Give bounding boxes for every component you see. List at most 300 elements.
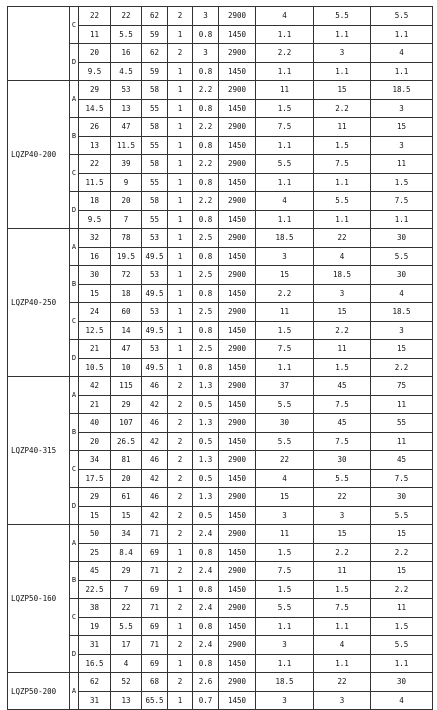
- value-cell: 25: [79, 543, 111, 562]
- value-cell: 1.1: [256, 25, 314, 44]
- value-cell: 2: [168, 488, 193, 507]
- value-cell: 1: [168, 266, 193, 285]
- value-cell: 18.5: [314, 266, 371, 285]
- value-cell: 46: [142, 414, 168, 433]
- value-cell: 5.5: [371, 506, 433, 525]
- value-cell: 2.2: [256, 284, 314, 303]
- table-row: [8, 118, 433, 137]
- value-cell: 42: [142, 432, 168, 451]
- value-cell: 1.3: [193, 414, 219, 433]
- value-cell: 15: [79, 284, 111, 303]
- value-cell: 5.5: [256, 395, 314, 414]
- table-row: [8, 229, 433, 248]
- value-cell: 81: [111, 451, 142, 470]
- value-cell: 30: [371, 229, 433, 248]
- value-cell: 15: [79, 506, 111, 525]
- value-cell: 0.8: [193, 358, 219, 377]
- value-cell: 30: [314, 451, 371, 470]
- value-cell: 1.1: [371, 62, 433, 81]
- value-cell: 69: [142, 617, 168, 636]
- value-cell: 30: [79, 266, 111, 285]
- value-cell: 1450: [219, 358, 256, 377]
- value-cell: 1450: [219, 580, 256, 599]
- value-cell: 4: [256, 469, 314, 488]
- value-cell: 16.5: [79, 654, 111, 673]
- value-cell: 0.8: [193, 136, 219, 155]
- impeller-label-cell: B: [70, 562, 79, 599]
- impeller-label-cell: C: [70, 7, 79, 44]
- value-cell: 40: [79, 414, 111, 433]
- value-cell: 1450: [219, 469, 256, 488]
- value-cell: 1: [168, 691, 193, 710]
- value-cell: 1: [168, 99, 193, 118]
- value-cell: 1450: [219, 173, 256, 192]
- value-cell: 2.2: [193, 81, 219, 100]
- value-cell: 1.1: [256, 617, 314, 636]
- value-cell: 42: [79, 377, 111, 396]
- value-cell: 2900: [219, 414, 256, 433]
- value-cell: 2.5: [193, 266, 219, 285]
- value-cell: 3: [256, 636, 314, 655]
- table-row: [8, 488, 433, 507]
- value-cell: 1450: [219, 506, 256, 525]
- value-cell: 0.8: [193, 543, 219, 562]
- value-cell: 1450: [219, 25, 256, 44]
- table-row: [8, 414, 433, 433]
- value-cell: 2900: [219, 636, 256, 655]
- value-cell: 5.5: [111, 617, 142, 636]
- value-cell: 0.8: [193, 580, 219, 599]
- value-cell: 15: [314, 525, 371, 544]
- value-cell: 1.1: [371, 654, 433, 673]
- value-cell: 2: [168, 599, 193, 618]
- value-cell: 1.5: [314, 136, 371, 155]
- value-cell: 4: [111, 654, 142, 673]
- value-cell: 1450: [219, 654, 256, 673]
- value-cell: 10: [111, 358, 142, 377]
- value-cell: 2: [168, 44, 193, 63]
- value-cell: 0.8: [193, 210, 219, 229]
- value-cell: 1.3: [193, 377, 219, 396]
- value-cell: 1450: [219, 136, 256, 155]
- value-cell: 2900: [219, 525, 256, 544]
- value-cell: 49.5: [142, 284, 168, 303]
- value-cell: 52: [111, 673, 142, 692]
- value-cell: 1.1: [256, 62, 314, 81]
- value-cell: 11: [371, 155, 433, 174]
- value-cell: 19.5: [111, 247, 142, 266]
- value-cell: 11: [371, 599, 433, 618]
- value-cell: 1.5: [314, 358, 371, 377]
- value-cell: 5.5: [314, 469, 371, 488]
- value-cell: 1.3: [193, 451, 219, 470]
- value-cell: 5.5: [256, 155, 314, 174]
- impeller-label-cell: D: [70, 44, 79, 81]
- value-cell: 1: [168, 247, 193, 266]
- value-cell: 49.5: [142, 247, 168, 266]
- value-cell: 20: [111, 469, 142, 488]
- value-cell: 1: [168, 210, 193, 229]
- model-cell: LQZP40-200: [8, 81, 70, 229]
- value-cell: 15: [371, 562, 433, 581]
- table-row: [8, 155, 433, 174]
- value-cell: 2: [168, 7, 193, 26]
- value-cell: 17: [111, 636, 142, 655]
- table-row: [8, 192, 433, 211]
- table-row: [8, 525, 433, 544]
- value-cell: 60: [111, 303, 142, 322]
- value-cell: 18: [79, 192, 111, 211]
- value-cell: 22: [111, 599, 142, 618]
- value-cell: 2.5: [193, 303, 219, 322]
- value-cell: 15: [256, 488, 314, 507]
- value-cell: 78: [111, 229, 142, 248]
- table-row: [8, 340, 433, 359]
- value-cell: 0.5: [193, 469, 219, 488]
- value-cell: 15: [371, 340, 433, 359]
- value-cell: 69: [142, 654, 168, 673]
- value-cell: 1.1: [314, 62, 371, 81]
- value-cell: 12.5: [79, 321, 111, 340]
- value-cell: 22: [79, 7, 111, 26]
- impeller-label-cell: C: [70, 303, 79, 340]
- value-cell: 1: [168, 617, 193, 636]
- value-cell: 5.5: [371, 636, 433, 655]
- value-cell: 20: [111, 192, 142, 211]
- table-row: [8, 562, 433, 581]
- impeller-label-cell: B: [70, 266, 79, 303]
- value-cell: 1: [168, 155, 193, 174]
- value-cell: 7: [111, 210, 142, 229]
- value-cell: 1.1: [314, 617, 371, 636]
- value-cell: 1: [168, 229, 193, 248]
- value-cell: 2.2: [193, 192, 219, 211]
- value-cell: 2.4: [193, 599, 219, 618]
- value-cell: 16: [79, 247, 111, 266]
- value-cell: 11: [256, 81, 314, 100]
- value-cell: 1.5: [256, 543, 314, 562]
- value-cell: 2: [168, 469, 193, 488]
- impeller-label-cell: D: [70, 636, 79, 673]
- table-row: [8, 7, 433, 26]
- value-cell: 24: [79, 303, 111, 322]
- value-cell: 1: [168, 340, 193, 359]
- value-cell: 1.5: [371, 173, 433, 192]
- value-cell: 2.2: [371, 358, 433, 377]
- value-cell: 2900: [219, 118, 256, 137]
- value-cell: 22: [314, 229, 371, 248]
- value-cell: 5.5: [314, 192, 371, 211]
- value-cell: 3: [371, 99, 433, 118]
- value-cell: 4: [371, 691, 433, 710]
- value-cell: 1: [168, 321, 193, 340]
- value-cell: 46: [142, 451, 168, 470]
- value-cell: 15: [111, 506, 142, 525]
- value-cell: 2900: [219, 488, 256, 507]
- value-cell: 2900: [219, 340, 256, 359]
- table-row: [8, 636, 433, 655]
- value-cell: 22: [111, 7, 142, 26]
- impeller-label-cell: B: [70, 414, 79, 451]
- table-row: [8, 673, 433, 692]
- value-cell: 34: [79, 451, 111, 470]
- value-cell: 7.5: [314, 395, 371, 414]
- value-cell: 2900: [219, 673, 256, 692]
- value-cell: 2.2: [314, 321, 371, 340]
- value-cell: 46: [142, 488, 168, 507]
- value-cell: 2: [168, 432, 193, 451]
- model-cell: LQZP40-250: [8, 229, 70, 377]
- value-cell: 55: [142, 99, 168, 118]
- value-cell: 47: [111, 340, 142, 359]
- value-cell: 29: [111, 562, 142, 581]
- value-cell: 10.5: [79, 358, 111, 377]
- value-cell: 32: [79, 229, 111, 248]
- impeller-label-cell: D: [70, 192, 79, 229]
- value-cell: 11: [79, 25, 111, 44]
- value-cell: 62: [142, 44, 168, 63]
- model-cell: [8, 7, 70, 81]
- value-cell: 7.5: [314, 432, 371, 451]
- value-cell: 65.5: [142, 691, 168, 710]
- value-cell: 15: [371, 525, 433, 544]
- value-cell: 62: [79, 673, 111, 692]
- value-cell: 7: [111, 580, 142, 599]
- value-cell: 3: [371, 321, 433, 340]
- value-cell: 0.8: [193, 173, 219, 192]
- value-cell: 18: [111, 284, 142, 303]
- value-cell: 69: [142, 543, 168, 562]
- value-cell: 3: [256, 691, 314, 710]
- value-cell: 1: [168, 654, 193, 673]
- value-cell: 0.8: [193, 654, 219, 673]
- value-cell: 4: [371, 284, 433, 303]
- value-cell: 42: [142, 506, 168, 525]
- value-cell: 2: [168, 451, 193, 470]
- value-cell: 2900: [219, 562, 256, 581]
- value-cell: 58: [142, 118, 168, 137]
- value-cell: 1: [168, 192, 193, 211]
- table-row: [8, 377, 433, 396]
- value-cell: 2900: [219, 451, 256, 470]
- value-cell: 1450: [219, 432, 256, 451]
- value-cell: 18.5: [371, 303, 433, 322]
- value-cell: 47: [111, 118, 142, 137]
- value-cell: 4: [314, 247, 371, 266]
- value-cell: 22: [79, 155, 111, 174]
- value-cell: 5.5: [371, 7, 433, 26]
- value-cell: 2: [168, 395, 193, 414]
- impeller-label-cell: A: [70, 81, 79, 118]
- value-cell: 0.5: [193, 432, 219, 451]
- value-cell: 18.5: [256, 673, 314, 692]
- value-cell: 22: [256, 451, 314, 470]
- value-cell: 0.8: [193, 62, 219, 81]
- impeller-label-cell: A: [70, 377, 79, 414]
- value-cell: 7.5: [314, 599, 371, 618]
- value-cell: 8.4: [111, 543, 142, 562]
- value-cell: 1: [168, 173, 193, 192]
- value-cell: 5.5: [314, 7, 371, 26]
- value-cell: 49.5: [142, 321, 168, 340]
- value-cell: 2900: [219, 7, 256, 26]
- value-cell: 31: [79, 636, 111, 655]
- value-cell: 0.8: [193, 284, 219, 303]
- value-cell: 31: [79, 691, 111, 710]
- value-cell: 11.5: [111, 136, 142, 155]
- value-cell: 7.5: [371, 469, 433, 488]
- value-cell: 1: [168, 580, 193, 599]
- value-cell: 7.5: [371, 192, 433, 211]
- impeller-label-cell: C: [70, 451, 79, 488]
- value-cell: 7.5: [256, 340, 314, 359]
- value-cell: 7.5: [256, 562, 314, 581]
- value-cell: 4: [256, 192, 314, 211]
- value-cell: 11: [314, 562, 371, 581]
- value-cell: 1.1: [371, 25, 433, 44]
- value-cell: 2.5: [193, 229, 219, 248]
- value-cell: 29: [111, 395, 142, 414]
- value-cell: 71: [142, 525, 168, 544]
- value-cell: 1: [168, 543, 193, 562]
- impeller-label-cell: D: [70, 340, 79, 377]
- value-cell: 3: [371, 136, 433, 155]
- value-cell: 3: [314, 44, 371, 63]
- model-cell: LQZP50-160: [8, 525, 70, 673]
- value-cell: 21: [79, 395, 111, 414]
- value-cell: 2900: [219, 599, 256, 618]
- value-cell: 0.8: [193, 617, 219, 636]
- value-cell: 59: [142, 25, 168, 44]
- value-cell: 2900: [219, 229, 256, 248]
- value-cell: 21: [79, 340, 111, 359]
- value-cell: 1.1: [314, 654, 371, 673]
- value-cell: 50: [79, 525, 111, 544]
- value-cell: 1: [168, 136, 193, 155]
- value-cell: 2.2: [371, 580, 433, 599]
- value-cell: 1: [168, 25, 193, 44]
- value-cell: 19: [79, 617, 111, 636]
- value-cell: 45: [314, 414, 371, 433]
- value-cell: 2.2: [193, 155, 219, 174]
- value-cell: 55: [142, 136, 168, 155]
- value-cell: 62: [142, 7, 168, 26]
- value-cell: 30: [371, 673, 433, 692]
- value-cell: 30: [371, 488, 433, 507]
- value-cell: 2900: [219, 44, 256, 63]
- value-cell: 2900: [219, 155, 256, 174]
- value-cell: 14: [111, 321, 142, 340]
- value-cell: 1: [168, 118, 193, 137]
- value-cell: 0.8: [193, 99, 219, 118]
- table-row: [8, 451, 433, 470]
- value-cell: 2: [168, 414, 193, 433]
- value-cell: 0.5: [193, 506, 219, 525]
- value-cell: 1450: [219, 543, 256, 562]
- value-cell: 39: [111, 155, 142, 174]
- value-cell: 55: [142, 173, 168, 192]
- value-cell: 3: [256, 247, 314, 266]
- value-cell: 9: [111, 173, 142, 192]
- value-cell: 15: [371, 118, 433, 137]
- value-cell: 2.2: [314, 99, 371, 118]
- value-cell: 2.6: [193, 673, 219, 692]
- value-cell: 1450: [219, 247, 256, 266]
- value-cell: 4: [314, 636, 371, 655]
- value-cell: 22: [314, 488, 371, 507]
- value-cell: 1450: [219, 395, 256, 414]
- value-cell: 5.5: [256, 599, 314, 618]
- impeller-label-cell: A: [70, 525, 79, 562]
- value-cell: 2: [168, 525, 193, 544]
- value-cell: 29: [79, 488, 111, 507]
- value-cell: 1.1: [256, 173, 314, 192]
- value-cell: 29: [79, 81, 111, 100]
- value-cell: 55: [371, 414, 433, 433]
- value-cell: 1.1: [314, 173, 371, 192]
- value-cell: 2900: [219, 81, 256, 100]
- value-cell: 2.2: [193, 118, 219, 137]
- value-cell: 2: [168, 377, 193, 396]
- value-cell: 11: [371, 432, 433, 451]
- value-cell: 53: [142, 340, 168, 359]
- value-cell: 1.1: [314, 210, 371, 229]
- table-row: [8, 303, 433, 322]
- value-cell: 2: [168, 673, 193, 692]
- value-cell: 2900: [219, 377, 256, 396]
- value-cell: 53: [142, 266, 168, 285]
- value-cell: 3: [314, 284, 371, 303]
- value-cell: 58: [142, 155, 168, 174]
- value-cell: 30: [256, 414, 314, 433]
- value-cell: 1.5: [256, 321, 314, 340]
- value-cell: 1.1: [256, 136, 314, 155]
- value-cell: 5.5: [371, 247, 433, 266]
- value-cell: 1.3: [193, 488, 219, 507]
- value-cell: 11.5: [79, 173, 111, 192]
- value-cell: 11: [371, 395, 433, 414]
- value-cell: 42: [142, 395, 168, 414]
- value-cell: 11: [256, 303, 314, 322]
- value-cell: 5.5: [111, 25, 142, 44]
- value-cell: 0.8: [193, 25, 219, 44]
- value-cell: 72: [111, 266, 142, 285]
- value-cell: 0.8: [193, 321, 219, 340]
- impeller-label-cell: A: [70, 673, 79, 710]
- value-cell: 11: [314, 340, 371, 359]
- value-cell: 0.8: [193, 247, 219, 266]
- value-cell: 3: [256, 506, 314, 525]
- impeller-label-cell: A: [70, 229, 79, 266]
- value-cell: 1.5: [256, 580, 314, 599]
- value-cell: 58: [142, 81, 168, 100]
- value-cell: 46: [142, 377, 168, 396]
- value-cell: 1.1: [371, 210, 433, 229]
- value-cell: 0.5: [193, 395, 219, 414]
- value-cell: 26.5: [111, 432, 142, 451]
- value-cell: 20: [79, 44, 111, 63]
- value-cell: 1: [168, 303, 193, 322]
- impeller-label-cell: D: [70, 488, 79, 525]
- value-cell: 9.5: [79, 210, 111, 229]
- value-cell: 58: [142, 192, 168, 211]
- value-cell: 2.2: [371, 543, 433, 562]
- value-cell: 1: [168, 81, 193, 100]
- value-cell: 2.4: [193, 562, 219, 581]
- value-cell: 4: [256, 7, 314, 26]
- value-cell: 55: [142, 210, 168, 229]
- value-cell: 2.2: [256, 44, 314, 63]
